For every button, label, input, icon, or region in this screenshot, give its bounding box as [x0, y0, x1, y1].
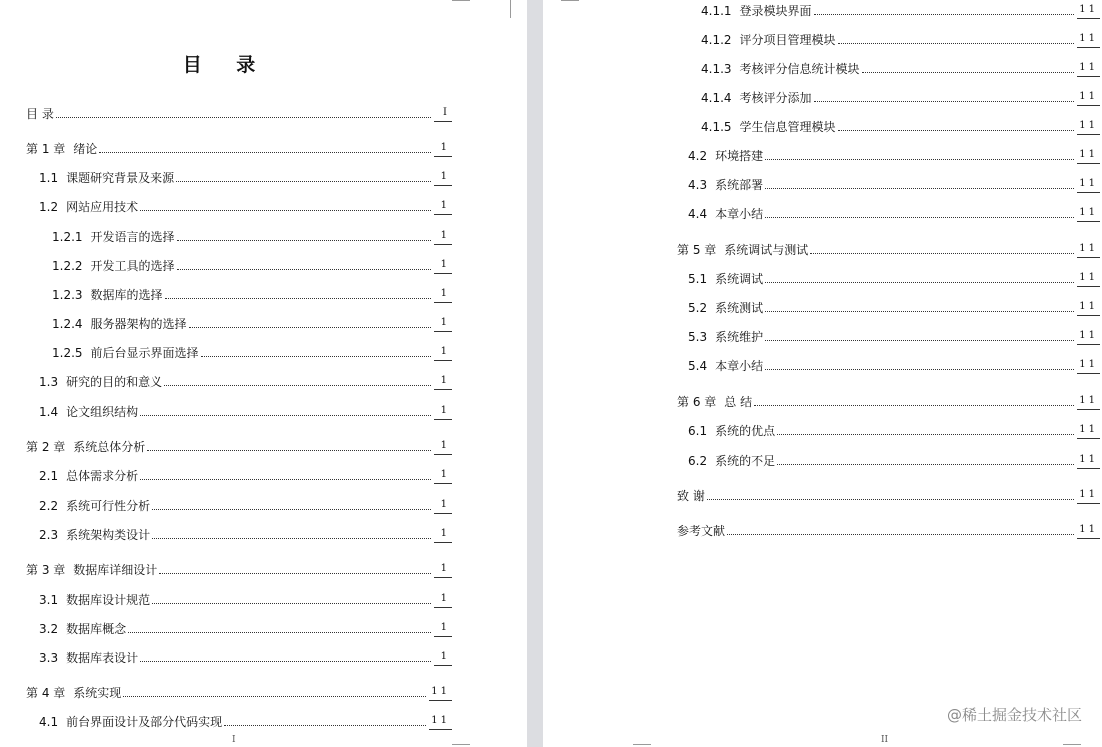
toc-entry-label [701, 4, 812, 19]
toc-entry-text: 数据库概念 [66, 622, 127, 636]
toc-entry[interactable] [39, 466, 452, 484]
toc-entry-label [701, 120, 836, 135]
dot-leader [140, 478, 431, 480]
toc-page-number: 1 [434, 621, 452, 637]
dot-leader [814, 100, 1075, 102]
toc-entry-number: 4.2 [688, 149, 708, 163]
dot-leader [765, 187, 1074, 189]
toc-entry-text: 系统架构类设计 [66, 528, 151, 542]
toc-page-number: 1 [434, 374, 452, 390]
toc-page-number: 1 [434, 468, 452, 484]
toc-entry[interactable] [688, 327, 1100, 345]
toc-entry-label [52, 288, 163, 303]
toc-entry-number: 第 6 章 [677, 395, 717, 409]
toc-page-number: 1 [434, 170, 452, 186]
crop-mark [1063, 744, 1081, 745]
dot-leader [128, 631, 431, 633]
toc-page-number: 1 [434, 316, 452, 332]
dot-leader [123, 695, 426, 697]
toc-entry[interactable] [26, 104, 452, 122]
toc-entry[interactable] [52, 314, 452, 332]
toc-page-number: 1 [434, 527, 452, 543]
toc-entry-number: 1.2.1 [52, 230, 83, 244]
toc-entry-label [701, 91, 812, 106]
toc-entry-label [677, 243, 808, 258]
toc-entry-text: 数据库表设计 [66, 651, 139, 665]
page-number-right: II [881, 735, 889, 745]
toc-entry-text: 系统可行性分析 [66, 499, 151, 513]
dot-leader [189, 326, 431, 328]
toc-entry-text: 参考文献 [677, 524, 726, 538]
toc-page-number: 11 [1077, 148, 1100, 164]
dot-leader [838, 129, 1075, 131]
toc-entry-number: 3.3 [39, 651, 59, 665]
toc-entry-text: 考核评分信息统计模块 [739, 62, 860, 76]
dot-leader [152, 537, 431, 539]
toc-entry-text: 课题研究背景及来源 [66, 171, 175, 185]
toc-page-number: 11 [1077, 271, 1100, 287]
dot-leader [765, 368, 1074, 370]
toc-entry-label [26, 563, 157, 578]
toc-entry-number: 1.2.2 [52, 259, 83, 273]
dot-leader [224, 724, 426, 726]
toc-page-number: 11 [1077, 358, 1100, 374]
toc-entry-text: 研究的目的和意义 [66, 375, 163, 389]
toc-entry-text: 前后台显示界面选择 [90, 346, 199, 360]
page-number-left: I [232, 735, 236, 745]
toc-entry-text: 环境搭建 [715, 149, 764, 163]
toc-entry-number: 1.3 [39, 375, 59, 389]
toc-entry[interactable] [52, 285, 452, 303]
toc-page-number: 11 [1077, 32, 1100, 48]
toc-entry-number: 第 5 章 [677, 243, 717, 257]
toc-entry[interactable] [26, 560, 452, 578]
toc-entry-number: 4.3 [688, 178, 708, 192]
toc-entry-text: 前台界面设计及部分代码实现 [66, 715, 223, 729]
crop-mark [561, 0, 579, 1]
document-page-right [543, 0, 1102, 747]
toc-entry[interactable] [688, 146, 1100, 164]
toc-page-number: 11 [429, 685, 452, 701]
crop-mark [510, 0, 511, 18]
toc-entry[interactable] [677, 521, 1100, 539]
toc-entry-number: 第 1 章 [26, 142, 66, 156]
toc-entry-label [26, 142, 97, 157]
toc-entry-text: 本章小结 [715, 359, 764, 373]
toc-entry-number: 2.3 [39, 528, 59, 542]
toc-entry[interactable] [39, 648, 452, 666]
toc-entry-number: 4.1 [39, 715, 59, 729]
toc-entry[interactable] [677, 240, 1100, 258]
toc-page-number: 11 [1077, 300, 1100, 316]
dot-leader [147, 449, 431, 451]
toc-entry-number: 3.1 [39, 593, 59, 607]
document-page-left [0, 0, 527, 747]
toc-entry-number: 4.1.5 [701, 120, 732, 134]
toc-entry-text: 登录模块界面 [739, 4, 812, 18]
toc-entry-label [52, 346, 199, 361]
dot-leader [754, 404, 1074, 406]
toc-entry-label [26, 440, 145, 455]
toc-page-number: 1 [434, 650, 452, 666]
crop-mark [452, 0, 470, 1]
toc-entry[interactable] [688, 356, 1100, 374]
dot-leader [765, 158, 1074, 160]
dot-leader [140, 660, 431, 662]
toc-entry[interactable] [39, 168, 452, 186]
toc-entry-number: 4.1.3 [701, 62, 732, 76]
toc-entry[interactable] [26, 139, 452, 157]
toc-entry-number: 4.4 [688, 207, 708, 221]
toc-entry-text: 系统调试与测试 [724, 243, 809, 257]
toc-page-number: 1 [434, 229, 452, 245]
toc-entry-text: 绪论 [73, 142, 98, 156]
toc-entry-text: 系统维护 [715, 330, 764, 344]
toc-entry-text: 开发语言的选择 [90, 230, 175, 244]
toc-entry-text: 系统总体分析 [73, 440, 146, 454]
toc-entry-number: 5.1 [688, 272, 708, 286]
toc-entry[interactable] [39, 197, 452, 215]
toc-entry-number: 3.2 [39, 622, 59, 636]
toc-entry-label [701, 33, 836, 48]
toc-entry-text: 学生信息管理模块 [739, 120, 836, 134]
toc-entry-label [39, 593, 150, 608]
toc-entry-label [677, 395, 752, 410]
toc-entry-text: 考核评分添加 [739, 91, 812, 105]
toc-entry[interactable] [39, 402, 452, 420]
toc-entry[interactable] [701, 59, 1100, 77]
dot-leader [56, 116, 431, 118]
toc-entry[interactable] [52, 227, 452, 245]
toc-title: 目 录 [182, 54, 270, 76]
toc-entry[interactable] [688, 451, 1100, 469]
toc-entry-number: 5.4 [688, 359, 708, 373]
dot-leader [814, 13, 1075, 15]
toc-page-number: 1 [434, 199, 452, 215]
toc-entry-text: 总 结 [724, 395, 753, 409]
toc-entry-label [52, 230, 175, 245]
toc-page-number: 11 [1077, 329, 1100, 345]
toc-entry-label [677, 489, 705, 504]
toc-page-number: 11 [1077, 3, 1100, 19]
toc-page-number: 11 [1077, 61, 1100, 77]
toc-entry-label [39, 200, 138, 215]
toc-entry[interactable] [688, 298, 1100, 316]
toc-page-number: 11 [1077, 394, 1100, 410]
toc-entry-label [677, 524, 725, 539]
toc-entry[interactable] [52, 256, 452, 274]
toc-page-number: 11 [1077, 206, 1100, 222]
toc-entry-number: 1.2 [39, 200, 59, 214]
toc-entry-label [39, 528, 150, 543]
toc-entry[interactable] [701, 117, 1100, 135]
toc-entry-label [39, 622, 126, 637]
toc-entry-label [688, 207, 763, 222]
toc-page-number: 1 [434, 439, 452, 455]
toc-entry[interactable] [26, 437, 452, 455]
toc-entry-number: 4.1.2 [701, 33, 732, 47]
toc-entry-label [39, 469, 138, 484]
toc-entry-number: 1.2.5 [52, 346, 83, 360]
toc-entry-label [39, 375, 162, 390]
toc-entry-label [688, 454, 775, 469]
toc-page-number: 1 [434, 498, 452, 514]
toc-entry-number: 5.2 [688, 301, 708, 315]
toc-entry-number: 4.1.4 [701, 91, 732, 105]
toc-entry-number: 1.1 [39, 171, 59, 185]
toc-entry-number: 2.2 [39, 499, 59, 513]
toc-entry-text: 系统部署 [715, 178, 764, 192]
toc-entry-label [688, 330, 763, 345]
toc-page-number: 1 [434, 258, 452, 274]
toc-entry-text: 数据库的选择 [90, 288, 163, 302]
dot-leader [765, 216, 1074, 218]
toc-entry[interactable] [688, 421, 1100, 439]
toc-entry-label [688, 149, 763, 164]
dot-leader [838, 42, 1075, 44]
dot-leader [177, 239, 431, 241]
toc-entry[interactable] [701, 1, 1100, 19]
dot-leader [152, 602, 431, 604]
toc-entry-number: 6.1 [688, 424, 708, 438]
toc-entry-number: 6.2 [688, 454, 708, 468]
toc-entry[interactable] [39, 372, 452, 390]
toc-entry[interactable] [677, 392, 1100, 410]
toc-entry[interactable] [39, 525, 452, 543]
dot-leader [201, 355, 431, 357]
toc-entry-text: 系统的优点 [715, 424, 776, 438]
dot-leader [727, 533, 1074, 535]
toc-entry-label [52, 259, 175, 274]
dot-leader [140, 209, 431, 211]
toc-entry-text: 数据库详细设计 [73, 563, 158, 577]
toc-entry-label [26, 686, 121, 701]
toc-entry[interactable] [677, 486, 1100, 504]
dot-leader [862, 71, 1075, 73]
dot-leader [765, 310, 1074, 312]
toc-entry-label [39, 171, 174, 186]
toc-entry-number: 1.2.4 [52, 317, 83, 331]
toc-entry-text: 系统测试 [715, 301, 764, 315]
toc-page-number: 11 [1077, 423, 1100, 439]
toc-entry[interactable] [39, 496, 452, 514]
toc-page-number: 1 [434, 562, 452, 578]
toc-entry-number: 5.3 [688, 330, 708, 344]
toc-entry-text: 论文组织结构 [66, 405, 139, 419]
dot-leader [164, 384, 431, 386]
toc-entry-text: 本章小结 [715, 207, 764, 221]
dot-leader [765, 339, 1074, 341]
crop-mark [452, 744, 470, 745]
toc-entry[interactable] [688, 204, 1100, 222]
toc-entry-text: 系统的不足 [715, 454, 776, 468]
toc-page-number: Ⅰ [434, 106, 452, 122]
dot-leader [159, 572, 431, 574]
toc-entry-text: 服务器架构的选择 [90, 317, 187, 331]
toc-entry-number: 第 2 章 [26, 440, 66, 454]
dot-leader [177, 268, 431, 270]
toc-page-number: 1 [434, 404, 452, 420]
dot-leader [707, 498, 1074, 500]
toc-page-number: 11 [1077, 119, 1100, 135]
dot-leader [152, 508, 431, 510]
toc-page-number: 11 [1077, 488, 1100, 504]
toc-entry-label [39, 405, 138, 420]
dot-leader [140, 414, 431, 416]
toc-page-number: 11 [1077, 90, 1100, 106]
toc-entry[interactable] [688, 175, 1100, 193]
toc-entry-label [688, 178, 763, 193]
toc-entry-text: 总体需求分析 [66, 469, 139, 483]
dot-leader [810, 252, 1074, 254]
toc-entry-label [688, 424, 775, 439]
crop-mark [633, 744, 651, 745]
toc-entry-text: 评分项目管理模块 [739, 33, 836, 47]
toc-page-number: 1 [434, 287, 452, 303]
toc-page-number: 11 [1077, 453, 1100, 469]
toc-entry-label [26, 107, 54, 122]
toc-entry[interactable] [39, 712, 452, 730]
toc-entry-text: 系统实现 [73, 686, 122, 700]
toc-entry[interactable] [701, 30, 1100, 48]
toc-entry[interactable] [39, 590, 452, 608]
dot-leader [765, 281, 1074, 283]
toc-entry-text: 开发工具的选择 [90, 259, 175, 273]
toc-entry-label [688, 272, 763, 287]
dot-leader [777, 463, 1074, 465]
toc-entry-number: 第 4 章 [26, 686, 66, 700]
dot-leader [176, 180, 431, 182]
toc-entry-label [39, 715, 222, 730]
dot-leader [99, 151, 431, 153]
toc-entry-label [52, 317, 187, 332]
watermark: @稀土掘金技术社区 [946, 706, 1082, 724]
toc-page-number: 1 [434, 141, 452, 157]
toc-entry-number: 2.1 [39, 469, 59, 483]
toc-entry[interactable] [701, 88, 1100, 106]
toc-entry-label [701, 62, 860, 77]
toc-entry[interactable] [26, 683, 452, 701]
toc-entry[interactable] [688, 269, 1100, 287]
toc-entry[interactable] [52, 343, 452, 361]
toc-page-number: 11 [1077, 523, 1100, 539]
toc-entry-number: 1.4 [39, 405, 59, 419]
toc-page-number: 11 [429, 714, 452, 730]
toc-entry-label [688, 359, 763, 374]
toc-page-number: 11 [1077, 177, 1100, 193]
toc-entry-number: 第 3 章 [26, 563, 66, 577]
toc-entry-text: 系统调试 [715, 272, 764, 286]
toc-page-number: 11 [1077, 242, 1100, 258]
toc-entry-number: 4.1.1 [701, 4, 732, 18]
toc-entry-text: 致 谢 [677, 489, 705, 503]
dot-leader [777, 433, 1074, 435]
toc-entry-text: 网站应用技术 [66, 200, 139, 214]
toc-entry-label [688, 301, 763, 316]
toc-entry-label [39, 499, 150, 514]
toc-entry-text: 数据库设计规范 [66, 593, 151, 607]
toc-entry-label [39, 651, 138, 666]
toc-entry-text: 目 录 [26, 107, 54, 121]
toc-page-number: 1 [434, 592, 452, 608]
toc-page-number: 1 [434, 345, 452, 361]
toc-entry[interactable] [39, 619, 452, 637]
toc-entry-number: 1.2.3 [52, 288, 83, 302]
dot-leader [165, 297, 431, 299]
